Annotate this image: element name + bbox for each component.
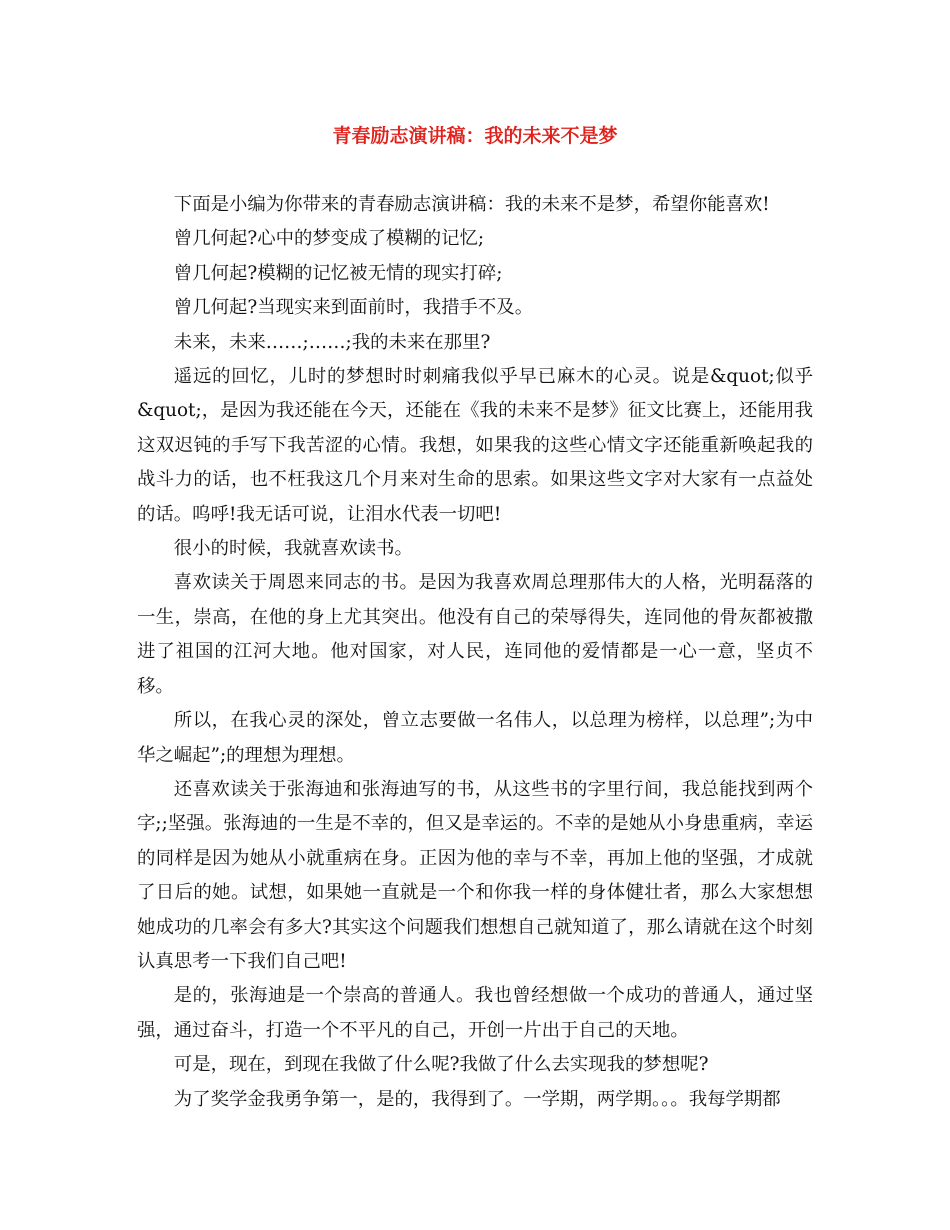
paragraph: 下面是小编为你带来的青春励志演讲稿：我的未来不是梦，希望你能喜欢! xyxy=(173,194,770,215)
document-title: 青春励志演讲稿：我的未来不是梦 xyxy=(332,125,618,147)
paragraph: 为了奖学金我勇争第一，是的，我得到了。一学期，两学期。。。我每学期都 xyxy=(173,1088,781,1110)
document-body xyxy=(137,188,813,1117)
paragraph: 还喜欢读关于张海迪和张海迪写的书，从这些书的字里行间，我总能找到两个字;;坚强。张海迪的一生是不幸的，但又是幸运的。不幸的是她从小身患重病，幸运的同样是因为她从小就重病在身。正因为他的幸与不幸，再加上他的坚强，才成就了日后的她。试想，如果她一直就是一个和你我一样的身体健壮者，那么大家想想她成功的几率会有多大?其实这个问题我们想想自己就知道了，那么请就在这个时刻认真思考一下我们自己吧! xyxy=(137,778,813,972)
paragraph: 未来，未来……;……;我的未来在那里? xyxy=(173,331,491,353)
paragraph: 曾几何起?心中的梦变成了模糊的记忆; xyxy=(173,228,485,250)
paragraph: 很小的时候，我就喜欢读书。 xyxy=(173,538,413,560)
paragraph: 是的，张海迪是一个崇高的普通人。我也曾经想做一个成功的普通人，通过坚强，通过奋斗，打造一个不平凡的自己，开创一片出于自己的天地。 xyxy=(137,985,813,1041)
paragraph: 喜欢读关于周恩来同志的书。是因为我喜欢周总理那伟大的人格，光明磊落的一生，崇高，在他的身上尤其突出。他没有自己的荣辱得失，连同他的骨灰都被撒进了祖国的江河大地。他对国家，对人民，连同他的爱情都是一心一意，坚贞不移。 xyxy=(137,572,813,697)
paragraph: 曾几何起?当现实来到面前时，我措手不及。 xyxy=(173,297,534,319)
paragraph: 曾几何起?模糊的记忆被无情的现实打碎; xyxy=(173,262,503,284)
paragraph: 所以，在我心灵的深处，曾立志要做一名伟人，以总理为榜样，以总理”;为中华之崛起”;的理想为理想。 xyxy=(137,710,813,766)
paragraph: 可是，现在，到现在我做了什么呢?我做了什么去实现我的梦想呢? xyxy=(173,1054,709,1076)
paragraph: 遥远的回忆，儿时的梦想时时刺痛我似乎早已麻木的心灵。说是&quot;似乎&quot;，是因为我还能在今天，还能在《我的未来不是梦》征文比赛上，还能用我这双迟钝的手写下我苦涩的心情。我想，如果我的这些心情文字还能重新唤起我的战斗力的话，也不枉我这几个月来对生命的思索。如果这些文字对大家有一点益处的话。呜呼!我无话可说，让泪水代表一切吧! xyxy=(137,366,813,525)
